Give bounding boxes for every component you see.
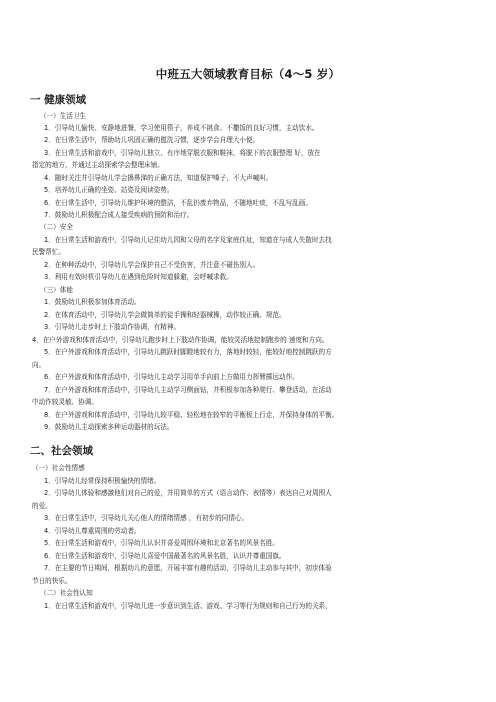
list-item: 3．利用有效时机引导幼儿在遇到危险时知道躲避，会呼喊求救。 [44,273,233,281]
list-item: 4．在户外游戏和体育活动中，引导幼儿跑步时上下肢动作协调，能较灵活地控制跑步的 速度和方向。 [32,336,329,344]
list-item: 5．培养幼儿正确的坐姿、站姿及阅读姿势。 [44,186,174,194]
list-item: 2．在日常生活中，帮助幼儿巩固正确的盥洗习惯，逐步学会自理大小便。 [44,136,260,144]
list-item: 1．引导幼儿愉快、安静地进餐，学习使用筷子，养成不挑食、不撒饭的良好习惯，主动饮水。 [44,124,319,132]
list-item: 3．引导幼儿走步时上下肢动作协调，有精神。 [44,323,181,331]
list-item: 4．引导幼儿尊重周围的劳动者。 [44,527,141,535]
list-item: 2．引导幼儿体验和感激他们对自己的爱，并用简单的方式（语言动作、表情等）表达自己对周围人 [44,489,332,497]
list-item: 8．在户外游戏和体育活动中，引导幼儿较平稳、轻松地在较窄的平衡板上行走，并保持身体的平衡。 [44,411,339,419]
list-item: 1．在日常生活和游戏中，引导幼儿记住幼儿园和父母的名字及家庭住址，知道在与成人失散时去找 [44,236,332,244]
subsection-label: （二）社会性认知 [40,589,93,597]
list-item: 6．在户外游戏和体育活动中，引导幼儿主动学习用单手向前上方做用力挥臂掷远动作。 [44,373,299,381]
page-title: 中班五大领域教育目标（4～5 岁） [155,67,341,81]
list-item-continuation: 指定的地方，并通过主动探索学会整理床铺。 [32,161,164,169]
list-item: 7．鼓励幼儿积极配合成人接受疾病的预防和治疗。 [44,211,194,219]
list-item: 6．在日常生活中，引导幼儿维护环境的整洁，不乱扔废弃物品，不随地吐痰，不乱写乱画。 [44,199,312,207]
list-item: 3．在日常生活和游戏中，引导幼儿独立、有序地穿脱衣服和鞋袜，将脱下的衣服整理 好，放在 [44,149,321,157]
list-item: 7．在主要的节日期间，根据幼儿的意愿，开展丰富有趣的活动，引导幼儿主动参与其中，初步体验 [44,564,332,572]
list-item: 2．在种种活动中，引导幼儿学会保护自己不受伤害，并注意不碰伤别人。 [44,261,260,269]
section-heading-social: 二、社会领域 [30,445,93,457]
list-item: 1．鼓励幼儿积极参加体育活动。 [44,298,141,306]
list-item-continuation: 节日的快乐。 [32,577,72,585]
list-item: 1．引导幼儿经常保持积极愉快的情绪。 [44,477,161,485]
list-item-continuation: 民警帮忙。 [32,248,65,256]
section-heading-health: 一 健康领域 [30,94,87,106]
list-item: 6．在日常生活和游戏中，引导幼儿喜爱中国最著名的风景名胜，认识并尊重国旗。 [44,552,286,560]
list-item: 4．随时关注并引导幼儿学会擤鼻涕的正确方法，知道保护嗓子，不大声喊叫。 [44,174,273,182]
list-item: 9．鼓励幼儿主动探索多种运动器材的玩法。 [44,423,174,431]
list-item: 5．在日常生活和游戏中，引导幼儿认识并喜爱周围环境和北京著名的风景名胜。 [44,539,279,547]
list-item-continuation: 向。 [32,361,46,369]
subsection-label: （一）社会性情感 [32,464,85,472]
list-item: 7．在户外游戏和体育活动中，引导幼儿主动学习侧面钻，并积极参加各种爬行、攀登活动，在活动 [44,386,332,394]
subsection-label: （三）体能 [40,286,73,294]
list-item: 1．在日常生活和游戏中，引导幼儿进一步意识到生活、游戏、学习等行为规则和自己行为的关系， [44,602,332,610]
list-item: 2．在体育活动中，引导幼儿学会做简单的徒手操和轻器械操，动作较正确、规范。 [44,311,286,319]
list-item-continuation: 的爱。 [32,502,52,510]
list-item: 5．在户外游戏和体育活动中，引导幼儿跳跃时脚蹬地较有力，落地时较轻，能较好地控制跳跃的方 [44,348,332,356]
list-item: 3．在日常生活中，引导幼儿关心他人的情绪情感 ，有初步的同情心。 [44,514,249,522]
subsection-label: （二）安全 [40,223,73,231]
subsection-label: （一）生活卫生 [40,112,87,120]
list-item-continuation: 中动作较灵敏、协调。 [32,398,98,406]
